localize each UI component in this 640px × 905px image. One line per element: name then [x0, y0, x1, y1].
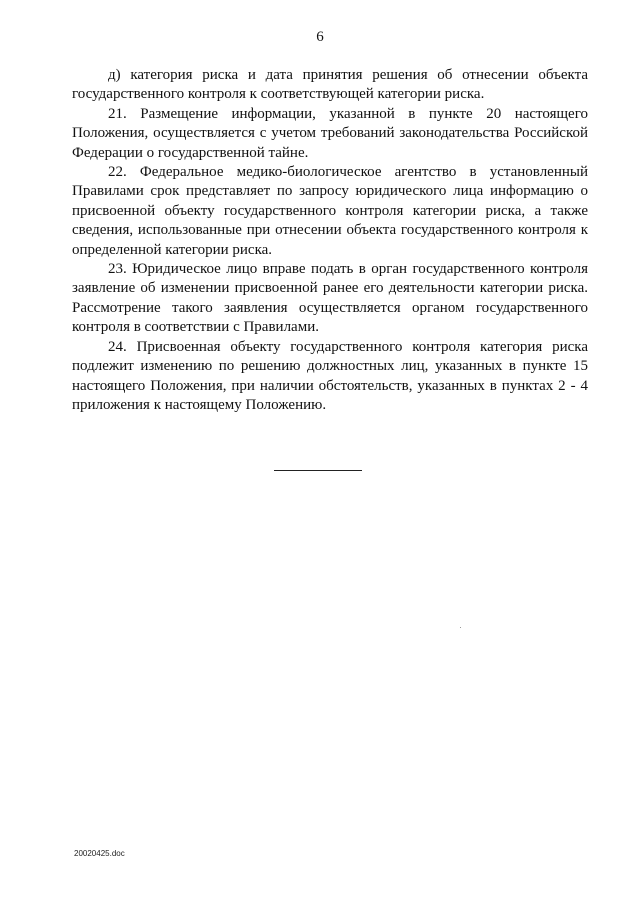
paragraph-23: 23. Юридическое лицо вправе подать в орган государственного контроля заявление об изменении присвоенной ранее его деятельности категории риска. Рассмотрение такого заявления осуществляется органом государственного контроля в соответствии с Правилами. [72, 261, 588, 336]
paragraph-24: 24. Присвоенная объекту государственного контроля категория риска подлежит изменению по решению должностных лиц, указанных в пункте 15 настоящего Положения, при наличии обстоятельств, указанных в пунктах 2 - 4 приложения к настоящему Положению. [72, 338, 588, 413]
scan-speck [460, 627, 461, 628]
paragraph-d: д) категория риска и дата принятия решения об отнесении объекта государственного контроля к соответствующей категории риска. [72, 67, 588, 103]
document-body [72, 66, 588, 415]
end-separator-line [274, 470, 362, 471]
page-number: 6 [316, 29, 324, 45]
paragraph-22: 22. Федеральное медико-биологическое агентство в установленный Правилами срок представляет по запросу юридического лица информацию о присвоенной объекту государственного контроля категории риска, а также сведения, использованные при отнесении объекта государственного контроля к определенной категории риска. [72, 164, 588, 258]
paragraph-21: 21. Размещение информации, указанной в пункте 20 настоящего Положения, осуществляется с учетом требований законодательства Российской Федерации о государственной тайне. [72, 105, 588, 161]
footer-filename: 20020425.doc [74, 849, 125, 858]
